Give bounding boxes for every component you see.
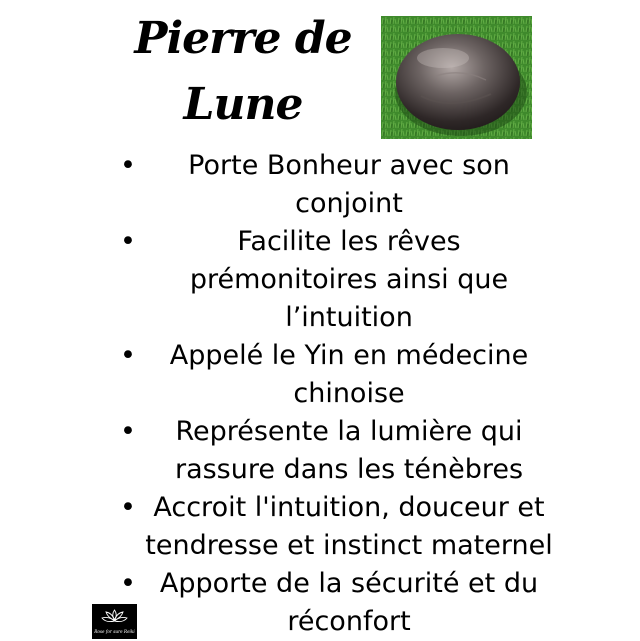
- title-line-1: Pierre de: [134, 13, 352, 64]
- list-item-text: Représente la lumière qui rassure dans les ténèbres: [174, 416, 524, 485]
- bullet: •: [120, 492, 136, 523]
- list-item-text: Porte Bonheur avec son conjoint: [188, 150, 510, 219]
- bullet: •: [120, 226, 136, 257]
- list-item: [118, 147, 558, 223]
- list-item-text: Accroit l'intuition, douceur et tendresse et instinct maternel: [145, 492, 553, 561]
- bullet: •: [120, 340, 136, 371]
- list-item-text: Appelé le Yin en médecine chinoise: [169, 340, 529, 409]
- bullet: •: [120, 568, 136, 599]
- list-item: [118, 565, 558, 641]
- title-line-2: Lune: [183, 79, 303, 130]
- list-item: [118, 337, 558, 413]
- page-title: [118, 6, 368, 138]
- list-item: [118, 413, 558, 489]
- list-item: [118, 223, 558, 337]
- bullet: •: [120, 150, 136, 181]
- properties-list: [118, 147, 558, 641]
- list-item-text: Apporte de la sécurité et du réconfort: [159, 568, 539, 637]
- bullet: •: [120, 416, 136, 447]
- list-item: [118, 489, 558, 565]
- moonstone-photo: [381, 16, 532, 139]
- logo-text: Rose for sure Reiki: [94, 629, 135, 634]
- brand-logo: [92, 604, 137, 639]
- list-item-text: Facilite les rêves prémonitoires ainsi que l’intuition: [189, 226, 509, 333]
